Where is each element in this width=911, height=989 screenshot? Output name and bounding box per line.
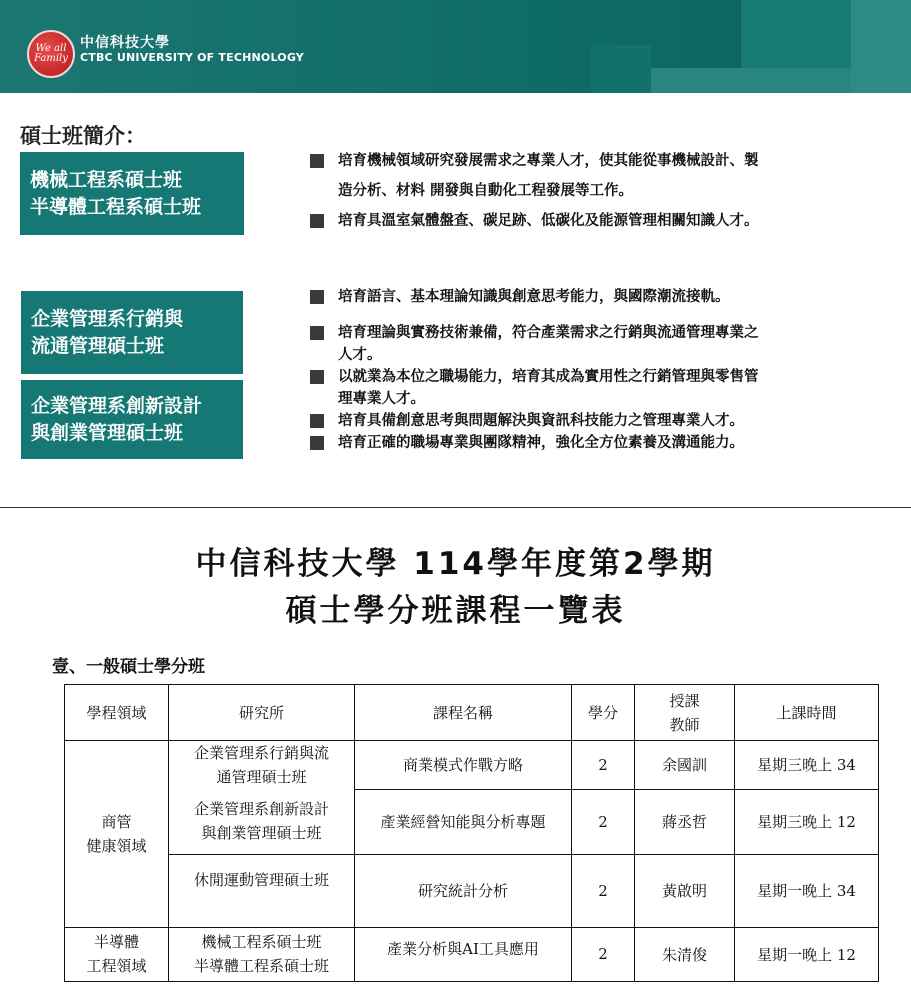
banner-decoration [591, 45, 651, 93]
square-bullet-icon [310, 326, 324, 340]
cell-credits: 2 [572, 741, 635, 790]
cell-institute: 企業管理系行銷與流 通管理碩士班 [169, 741, 355, 790]
program-name: 半導體工程系碩士班 [30, 195, 202, 218]
cell-course: 產業經營知能與分析專題 [355, 789, 572, 854]
logo-text: We all Family [34, 43, 68, 64]
square-bullet-icon [310, 436, 324, 450]
cell-course: 商業模式作戰方略 [355, 741, 572, 790]
program-name: 企業管理系行銷與 [31, 307, 184, 330]
square-bullet-icon [310, 414, 324, 428]
header-credits: 學分 [572, 685, 635, 741]
school-logo-icon [27, 30, 75, 78]
management-bullets [310, 286, 890, 454]
page-title-line2: 碩士學分班課程一覽表 [285, 593, 626, 629]
cell-institute: 休閒運動管理碩士班 [169, 854, 355, 927]
square-bullet-icon [310, 214, 324, 228]
header-course: 課程名稱 [355, 685, 572, 741]
square-bullet-icon [310, 154, 324, 168]
program-box-marketing [21, 291, 243, 374]
cell-course: 研究統計分析 [355, 854, 572, 927]
bullet-item: 培育正確的職場專業與團隊精神，強化全方位素養及溝通能力。 [310, 432, 890, 454]
bullet-item: 培育語言、基本理論知識與創意思考能力，與國際潮流接軌。 [310, 286, 890, 308]
cell-institute: 企業管理系創新設計 與創業管理碩士班 [169, 789, 355, 854]
bullet-item: 培育理論與實務技術兼備，符合產業需求之行銷與流通管理專業之 人才。 [310, 322, 890, 366]
header-banner [0, 0, 911, 93]
course-table [64, 684, 879, 982]
program-name: 機械工程系碩士班 [30, 168, 183, 191]
engineering-bullets [310, 150, 890, 232]
table-row [65, 741, 879, 790]
bullet-item: 培育機械領域研究發展需求之專業人才，使其能從事機械設計、製 造分析、材料 開發與自動化工程發展等工作。 [310, 150, 890, 202]
cell-domain: 半導體 工程領域 [65, 927, 169, 981]
page-title-line1: 中信科技大學 114學年度第2學期 [195, 546, 716, 582]
cell-course: 產業分析與AI工具應用 [355, 927, 572, 981]
program-box-innovation [21, 380, 243, 459]
bullet-item: 培育具溫室氣體盤查、碳足跡、低碳化及能源管理相關知識人才。 [310, 210, 890, 232]
table-row [65, 854, 879, 927]
table-row [65, 927, 879, 981]
table-row [65, 789, 879, 854]
square-bullet-icon [310, 290, 324, 304]
program-name: 與創業管理碩士班 [31, 421, 184, 444]
header-domain: 學程領域 [65, 685, 169, 741]
banner-decoration [741, 0, 851, 68]
cell-teacher: 余國訓 [635, 741, 735, 790]
banner-decoration [851, 0, 911, 93]
square-bullet-icon [310, 370, 324, 384]
school-name-en: CTBC UNIVERSITY OF TECHNOLOGY [80, 51, 304, 64]
cell-time: 星期三晚上 34 [735, 741, 879, 790]
bullet-item: 以就業為本位之職場能力，培育其成為實用性之行銷管理與零售管 理專業人才。 [310, 366, 890, 410]
banner-decoration [651, 68, 851, 93]
cell-teacher: 蔣丞哲 [635, 789, 735, 854]
cell-teacher: 朱清俊 [635, 927, 735, 981]
cell-domain: 商管 健康領域 [65, 741, 169, 928]
program-name: 企業管理系創新設計 [31, 394, 203, 417]
section-divider [0, 507, 911, 508]
cell-time: 星期三晚上 12 [735, 789, 879, 854]
table-header-row [65, 685, 879, 741]
program-name: 流通管理碩士班 [31, 334, 165, 357]
cell-time: 星期一晚上 12 [735, 927, 879, 981]
cell-credits: 2 [572, 789, 635, 854]
cell-credits: 2 [572, 854, 635, 927]
school-name-cn: 中信科技大學 [80, 35, 170, 51]
cell-institute: 機械工程系碩士班 半導體工程系碩士班 [169, 927, 355, 981]
cell-teacher: 黃啟明 [635, 854, 735, 927]
bullet-item: 培育具備創意思考與問題解決與資訊科技能力之管理專業人才。 [310, 410, 890, 432]
header-teacher: 授課 教師 [635, 685, 735, 741]
header-time: 上課時間 [735, 685, 879, 741]
header-institute: 研究所 [169, 685, 355, 741]
section-heading: 壹、一般碩士學分班 [52, 657, 205, 677]
cell-credits: 2 [572, 927, 635, 981]
program-box-engineering [20, 152, 244, 235]
cell-time: 星期一晚上 34 [735, 854, 879, 927]
intro-title: 碩士班簡介： [20, 123, 146, 148]
